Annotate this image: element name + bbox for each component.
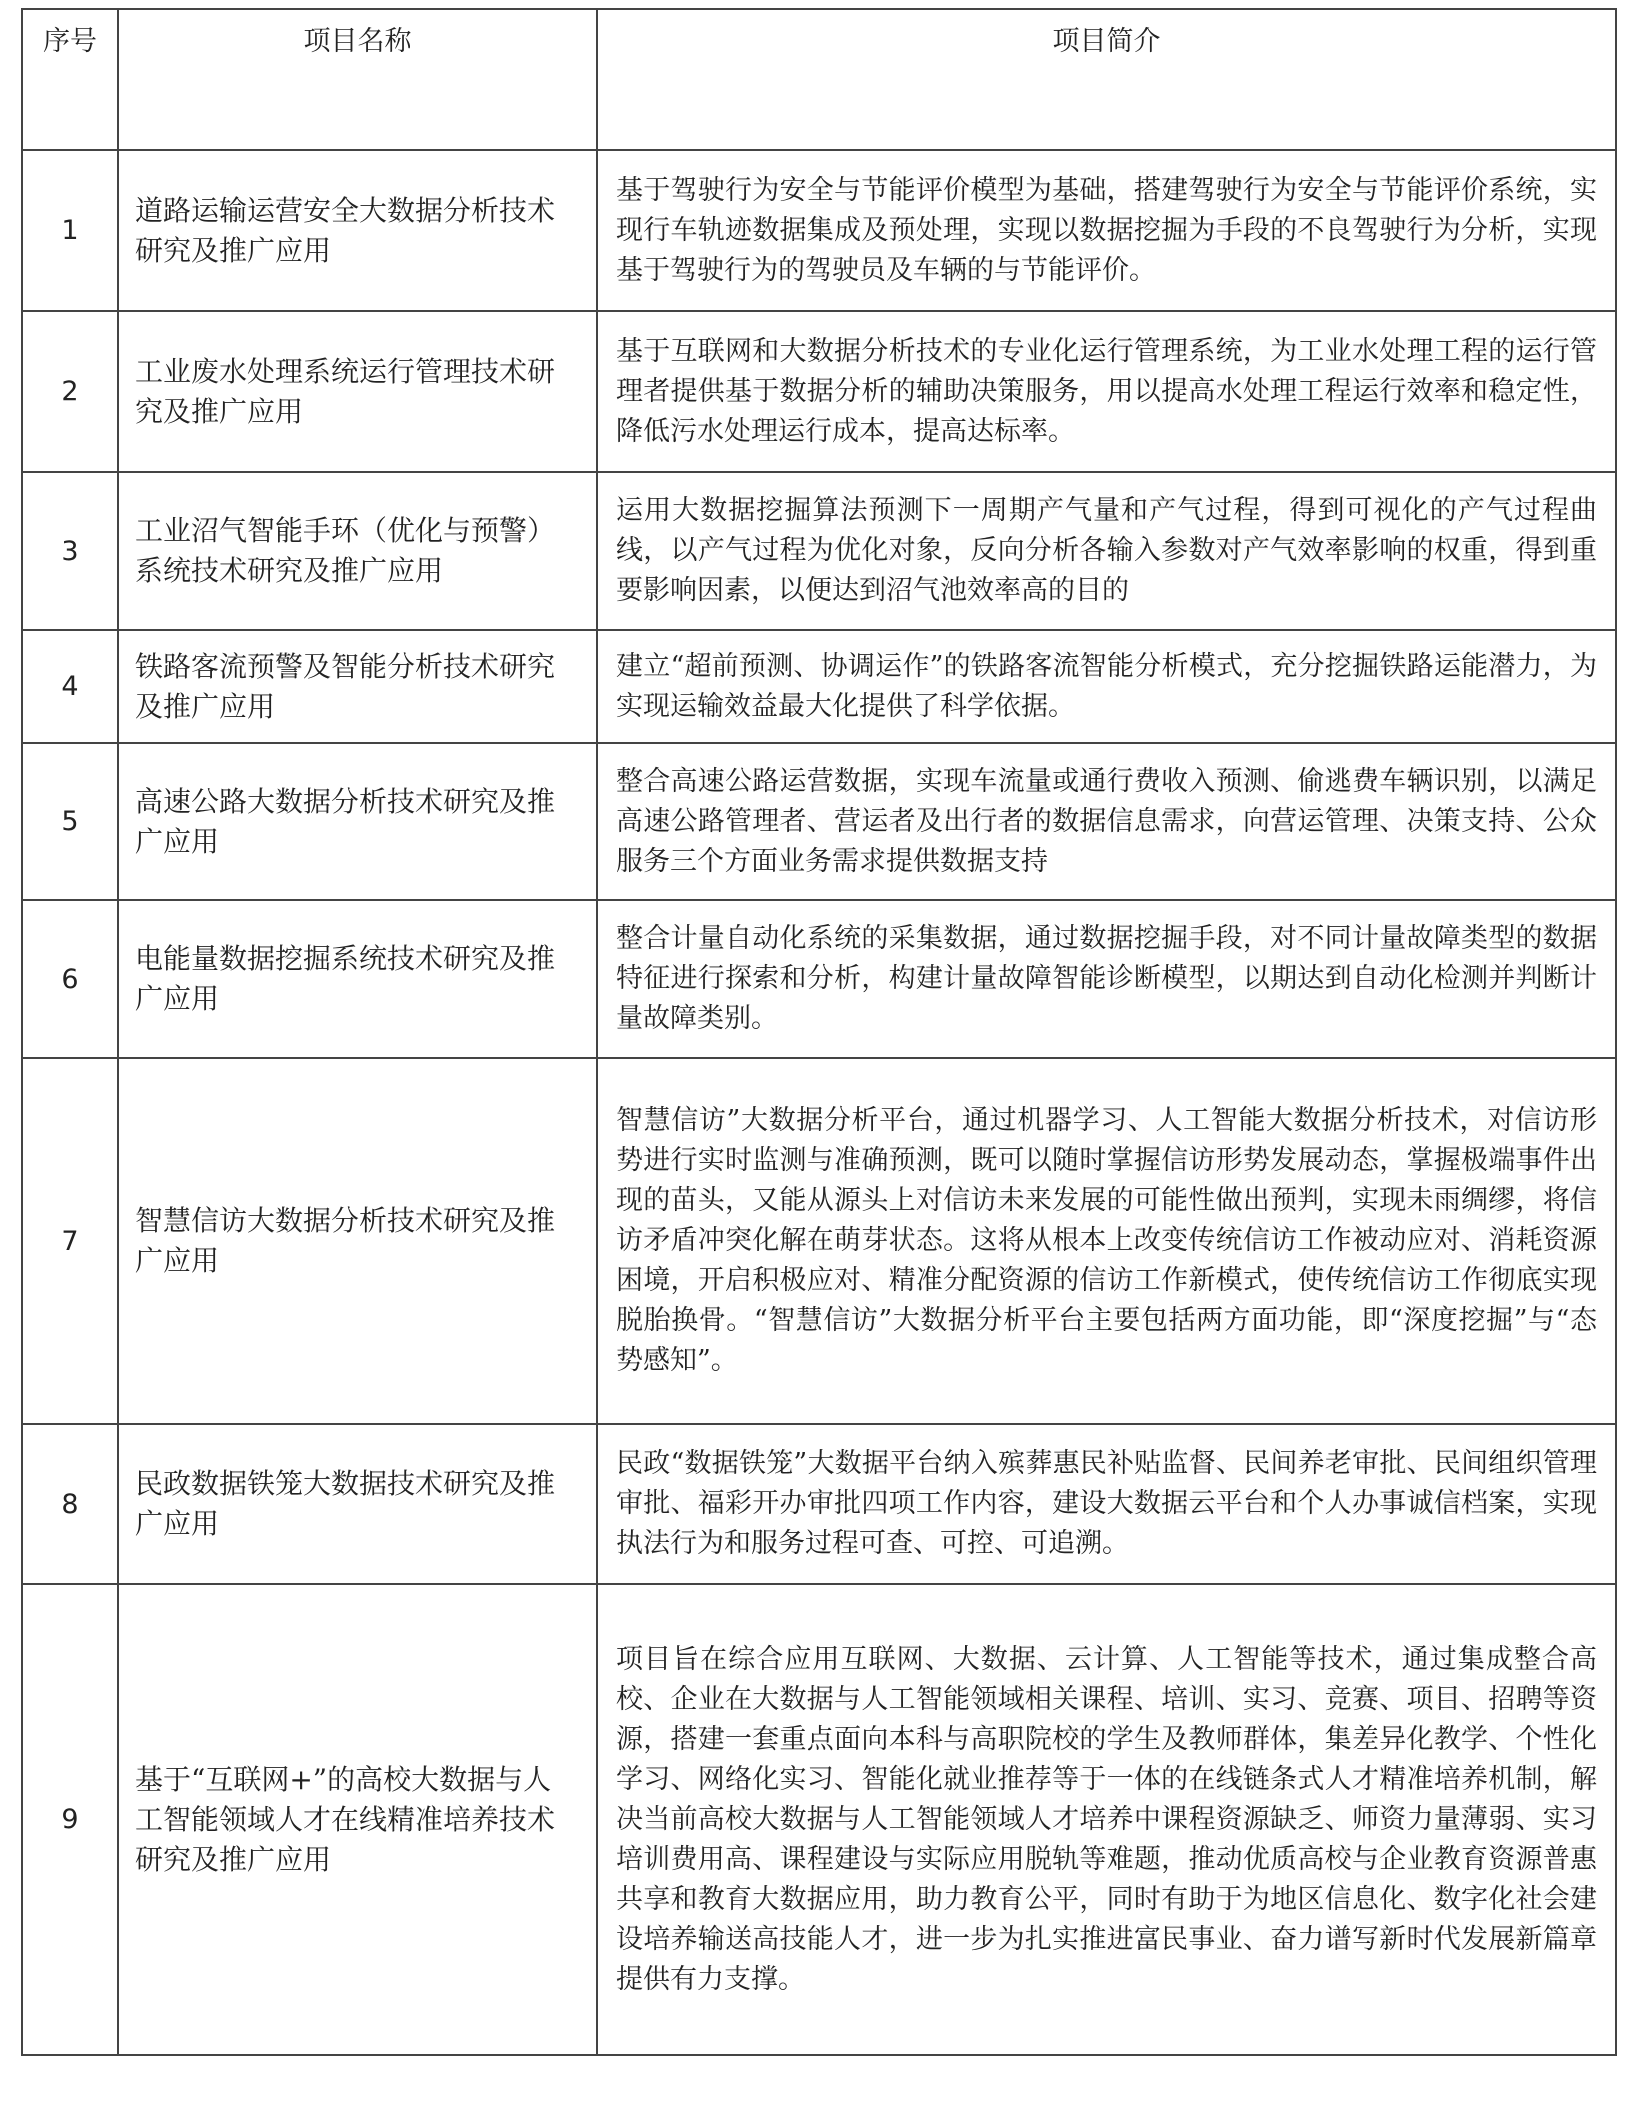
row-number: 6: [22, 900, 118, 1058]
project-intro-text: 整合计量自动化系统的采集数据，通过数据挖掘手段，对不同计量故障类型的数据特征进行探索和分析，构建计量故障智能诊断模型，以期达到自动化检测并判断计量故障类别。: [616, 923, 1597, 1034]
table-row: [22, 1058, 1616, 1424]
project-intro-text: 基于驾驶行为安全与节能评价模型为基础，搭建驾驶行为安全与节能评价系统，实现行车轨迹数据集成及预处理，实现以数据挖掘为手段的不良驾驶行为分析，实现基于驾驶行为的驾驶员及车辆的与节能评价。: [616, 174, 1597, 286]
table-row: [22, 630, 1616, 743]
row-number: 5: [22, 743, 118, 900]
project-intro: [597, 1584, 1616, 2055]
table-row: [22, 150, 1616, 311]
project-name-text: 电能量数据挖掘系统技术研究及推广应用: [135, 942, 556, 1015]
header-row: [22, 9, 1616, 150]
table-row: [22, 743, 1616, 900]
row-number: 1: [22, 150, 118, 311]
project-name-text: 智慧信访大数据分析技术研究及推广应用: [135, 1204, 556, 1277]
project-intro: [597, 311, 1616, 472]
project-name: [118, 1584, 597, 2055]
project-intro-text: 智慧信访”大数据分析平台，通过机器学习、人工智能大数据分析技术，对信访形势进行实时监测与准确预测，既可以随时掌握信访形势发展动态，掌握极端事件出现的苗头，又能从源头上对信访未来发展的可能性做出预判，实现未雨绸缪，将信访矛盾冲突化解在萌芽状态。这将从根本上改变传统信访工作被动应对、消耗资源困境，开启积极应对、精准分配资源的信访工作新模式，使传统信访工作彻底实现脱胎换骨。“智慧信访”大数据分析平台主要包括两方面功能，即“深度挖掘”与“态势感知”。: [616, 1105, 1597, 1376]
table-row: [22, 311, 1616, 472]
project-name: [118, 1058, 597, 1424]
project-name: [118, 900, 597, 1058]
project-name-text: 道路运输运营安全大数据分析技术研究及推广应用: [135, 193, 556, 267]
project-name: [118, 150, 597, 311]
project-intro: [597, 630, 1616, 743]
project-name-text: 铁路客流预警及智能分析技术研究及推广应用: [135, 649, 556, 723]
table-row: [22, 1584, 1616, 2055]
project-intro: [597, 900, 1616, 1058]
project-intro: [597, 1424, 1616, 1584]
project-intro-text: 基于互联网和大数据分析技术的专业化运行管理系统，为工业水处理工程的运行管理者提供基于数据分析的辅助决策服务，用以提高水处理工程运行效率和稳定性，降低污水处理运行成本，提高达标率。: [616, 335, 1597, 447]
header-number: 序号: [22, 9, 118, 150]
row-number: 3: [22, 472, 118, 630]
project-intro-text: 建立“超前预测、协调运作”的铁路客流智能分析模式，充分挖掘铁路运能潜力，为实现运输效益最大化提供了科学依据。: [616, 650, 1597, 722]
project-name-text: 高速公路大数据分析技术研究及推广应用: [135, 784, 556, 858]
project-intro-text: 整合高速公路运营数据，实现车流量或通行费收入预测、偷逃费车辆识别，以满足高速公路管理者、营运者及出行者的数据信息需求，向营运管理、决策支持、公众服务三个方面业务需求提供数据支持: [616, 765, 1597, 877]
header-project-name: 项目名称: [118, 9, 597, 150]
table-row: [22, 900, 1616, 1058]
project-intro: [597, 472, 1616, 630]
row-number: 7: [22, 1058, 118, 1424]
project-intro: [597, 150, 1616, 311]
project-intro: [597, 1058, 1616, 1424]
row-number: 2: [22, 311, 118, 472]
project-name-text: 工业废水处理系统运行管理技术研究及推广应用: [135, 354, 556, 428]
project-intro: [597, 743, 1616, 900]
project-intro-text: 运用大数据挖掘算法预测下一周期产气量和产气过程，得到可视化的产气过程曲线，以产气过程为优化对象，反向分析各输入参数对产气效率影响的权重，得到重要影响因素，以便达到沼气池效率高的目的: [616, 495, 1597, 606]
project-intro-text: 项目旨在综合应用互联网、大数据、云计算、人工智能等技术，通过集成整合高校、企业在大数据与人工智能领域相关课程、培训、实习、竞赛、项目、招聘等资源，搭建一套重点面向本科与高职院校的学生及教师群体，集差异化教学、个性化学习、网络化实习、智能化就业推荐等于一体的在线链条式人才精准培养机制，解决当前高校大数据与人工智能领域人才培养中课程资源缺乏、师资力量薄弱、实习培训费用高、课程建设与实际应用脱轨等难题，推动优质高校与企业教育资源普惠共享和教育大数据应用，助力教育公平，同时有助于为地区信息化、数字化社会建设培养输送高技能人才，进一步为扎实推进富民事业、奋力谱写新时代发展新篇章提供有力支撑。: [616, 1643, 1597, 1995]
project-name-text: 工业沼气智能手环（优化与预警）系统技术研究及推广应用: [135, 514, 556, 587]
row-number: 8: [22, 1424, 118, 1584]
project-name: [118, 630, 597, 743]
project-intro-text: 民政“数据铁笼”大数据平台纳入殡葬惠民补贴监督、民间养老审批、民间组织管理审批、福彩开办审批四项工作内容，建设大数据云平台和个人办事诚信档案，实现执法行为和服务过程可查、可控、可追溯。: [616, 1448, 1597, 1559]
row-number: 4: [22, 630, 118, 743]
project-name: [118, 743, 597, 900]
header-project-intro: 项目简介: [597, 9, 1616, 150]
project-name: [118, 311, 597, 472]
project-name-text: 民政数据铁笼大数据技术研究及推广应用: [135, 1467, 556, 1540]
table-row: [22, 472, 1616, 630]
project-name-text: 基于“互联网+”的高校大数据与人工智能领域人才在线精准培养技术研究及推广应用: [135, 1762, 556, 1876]
project-name: [118, 1424, 597, 1584]
project-name: [118, 472, 597, 630]
table-row: [22, 1424, 1616, 1584]
row-number: 9: [22, 1584, 118, 2055]
project-table: [21, 8, 1617, 2056]
